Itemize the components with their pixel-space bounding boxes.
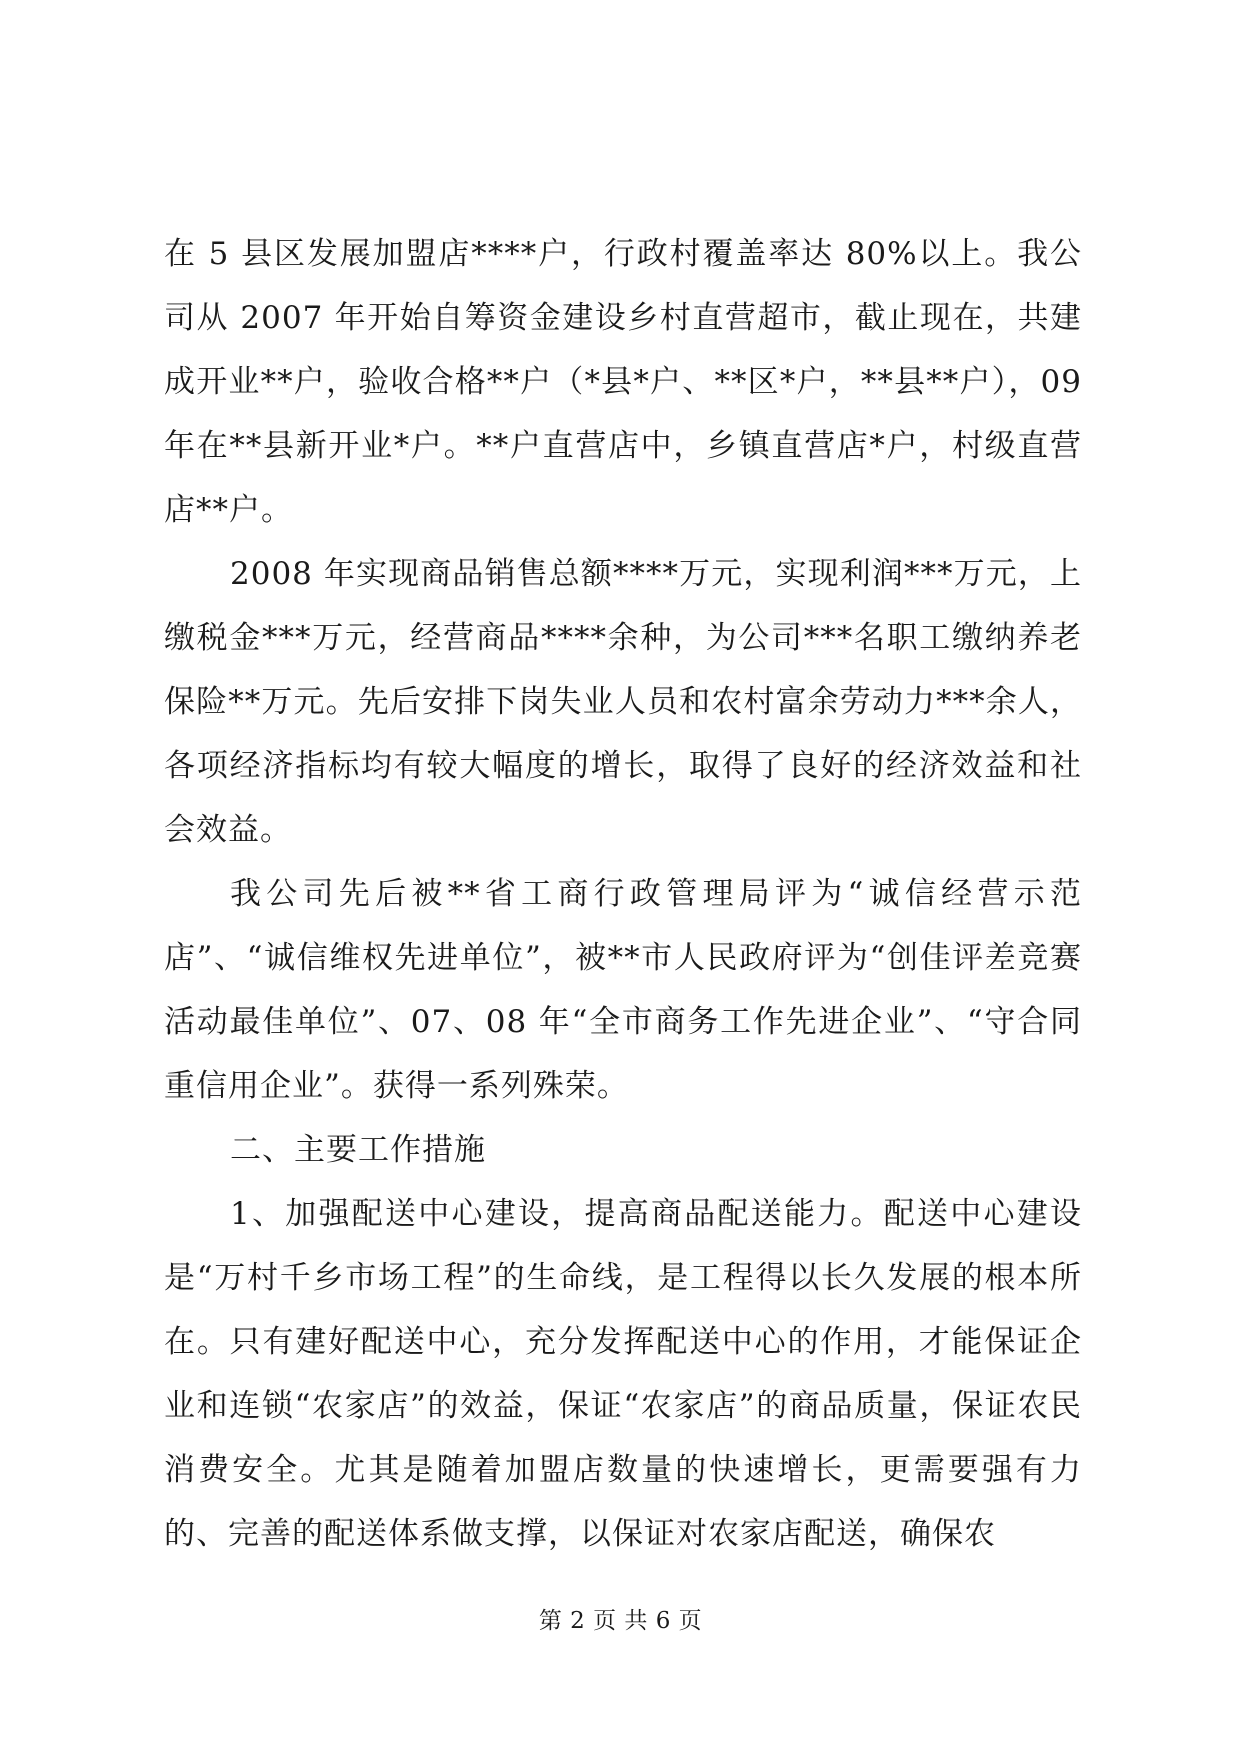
paragraph-distribution-center: 1、加强配送中心建设，提高商品配送能力。配送中心建设是“万村千乡市场工程”的生命线，是工程得以长久发展的根本所在。只有建好配送中心，充分发挥配送中心的作用，才能保证企业和连锁“农家店”的效益，保证“农家店”的商品质量，保证农民消费安全。尤其是随着加盟店数量的快速增长，更需要强有力的、完善的配送体系做支撑，以保证对农家店配送，确保农 xyxy=(164,1196,1082,1552)
paragraph-continuation: 在 5 县区发展加盟店****户，行政村覆盖率达 80%以上。我公司从 2007 年开始自筹资金建设乡村直营超市，截止现在，共建成开业**户，验收合格**户（*县*户、**区*户，**县**户），09 年在**县新开业*户。**户直营店中，乡镇直营店*户，村级直营店**户。 xyxy=(164,236,1082,528)
page-number-footer: 第 2 页 共 6 页 xyxy=(538,1608,703,1634)
paragraph-2008-sales: 2008 年实现商品销售总额****万元，实现利润***万元，上缴税金***万元，经营商品****余种，为公司***名职工缴纳养老保险**万元。先后安排下岗失业人员和农村富余劳动力***余人，各项经济指标均有较大幅度的增长，取得了良好的经济效益和社会效益。 xyxy=(164,556,1082,848)
section-heading-main-measures: 二、主要工作措施 xyxy=(230,1132,486,1168)
document-body xyxy=(164,222,1082,1566)
paragraph-honors: 我公司先后被**省工商行政管理局评为“诚信经营示范店”、“诚信维权先进单位”，被**市人民政府评为“创佳评差竞赛活动最佳单位”、07、08 年“全市商务工作先进企业”、“守合同重信用企业”。获得一系列殊荣。 xyxy=(164,876,1082,1104)
